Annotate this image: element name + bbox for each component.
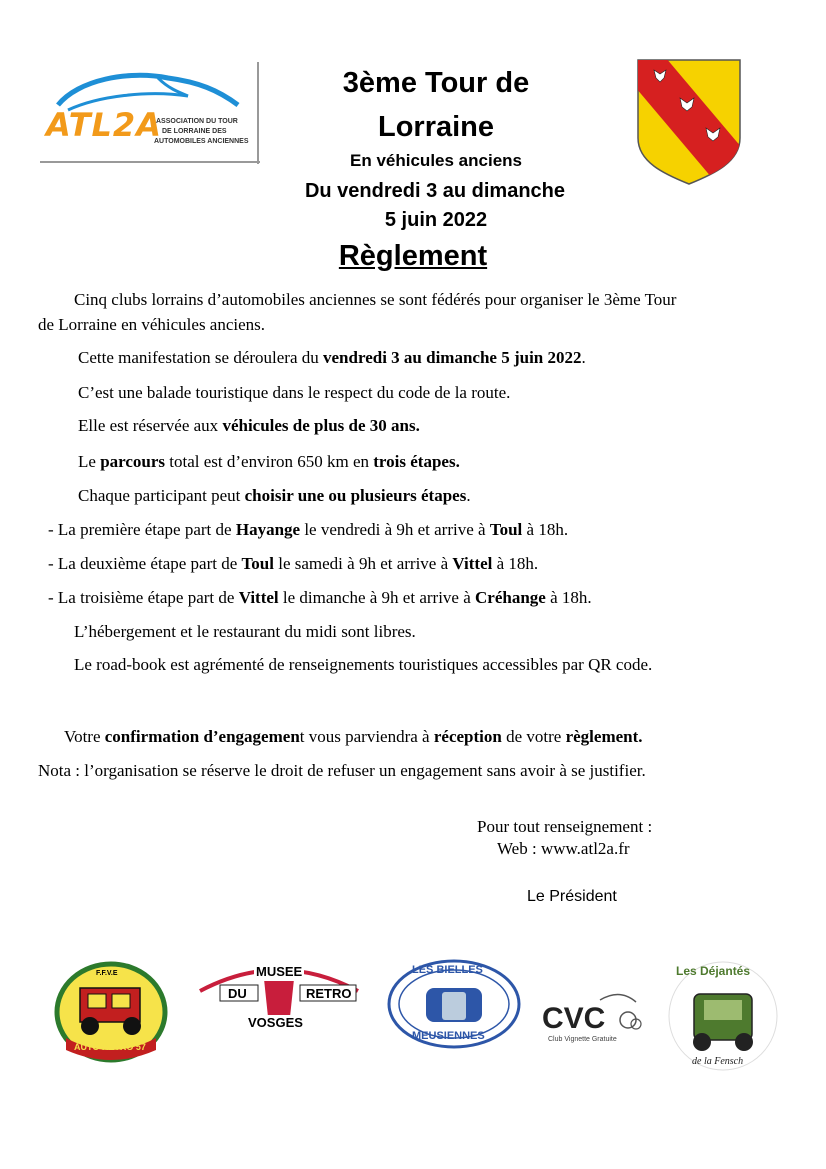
dejantes-text-2: de la Fensch <box>692 1056 744 1067</box>
atl2a-logo-sub1: ASSOCIATION DU TOUR <box>156 118 238 125</box>
paragraph-parcours <box>78 452 460 472</box>
stage-3-start: Vittel <box>238 588 279 607</box>
conf-c: t vous parviendra à <box>299 727 434 746</box>
vehicules-text: Elle est réservée aux <box>78 416 223 435</box>
stage-1-start: Hayange <box>235 520 301 539</box>
bielles-text-1: LES BIELLES <box>412 964 483 976</box>
auto-retro-ffve: F.F.V.E <box>96 970 118 977</box>
parcours-c: total est d’environ 650 km en <box>165 452 374 471</box>
coat-of-arms-graphic <box>636 58 742 186</box>
stage-1-c: le vendredi à 9h et arrive à <box>300 520 490 539</box>
intro-line1: Cinq clubs lorrains d’automobiles anciennes se sont fédérés pour organiser le 3ème Tour <box>74 290 677 309</box>
paragraph-confirmation <box>64 727 643 747</box>
musee-text-4: VOSGES <box>248 1015 303 1030</box>
paragraph-balade: C’est une balade touristique dans le respect du code de la route. <box>78 383 511 402</box>
musee-text-1: MUSEE <box>256 964 303 979</box>
auto-retro-name: AUTO RETRO 57 <box>74 1042 146 1052</box>
parcours-b: parcours <box>100 452 166 471</box>
lorraine-coat-of-arms <box>636 58 742 186</box>
stage-1-a: - La première étape part de <box>48 520 236 539</box>
stage-1-end: Toul <box>489 520 523 539</box>
nota: Nota : l’organisation se réserve le droit de refuser un engagement sans avoir à se justifier. <box>38 761 646 780</box>
dates-text: Cette manifestation se déroulera du <box>78 348 323 367</box>
stage-3-a: - La troisième étape part de <box>48 588 239 607</box>
stage-2-start: Toul <box>241 554 274 573</box>
atl2a-logo-sub3: AUTOMOBILES ANCIENNES <box>154 138 249 145</box>
title-line1: 3ème Tour de <box>342 67 530 99</box>
intro-line2: de Lorraine en véhicules anciens. <box>38 315 266 334</box>
conf-b: confirmation d’engagemen <box>104 727 300 746</box>
subtitle: En véhicules anciens <box>350 151 522 170</box>
stage-3-c: le dimanche à 9h et arrive à <box>278 588 476 607</box>
paragraph-vehicules <box>78 416 420 436</box>
stage-2-end: Vittel <box>452 554 493 573</box>
cvc-sub: Club Vignette Gratuite <box>548 1036 617 1043</box>
stage-1-e: à 18h. <box>522 520 569 539</box>
dates-end: . <box>581 348 586 367</box>
musee-retro-vosges-logo <box>196 957 362 1039</box>
atl2a-logo <box>38 60 260 164</box>
parcours-a: Le <box>78 452 101 471</box>
dates-line1: Du vendredi 3 au dimanche <box>304 180 566 202</box>
parcours-d: trois étapes. <box>373 452 460 471</box>
contact-line1: Pour tout renseignement : <box>477 817 653 836</box>
dates-line2: 5 juin 2022 <box>384 209 488 231</box>
paragraph-hebergement: L’hébergement et le restaurant du midi sont libres. <box>74 622 416 641</box>
signature: Le Président <box>527 888 617 905</box>
contact-web: Web : www.atl2a.fr <box>497 839 630 858</box>
atl2a-logo-mark: ATL2A <box>46 106 162 144</box>
stage-1 <box>48 520 568 540</box>
dejantes-fensch-logo <box>664 958 782 1074</box>
conf-d: réception <box>433 727 502 746</box>
stage-2-a: - La deuxième étape part de <box>48 554 242 573</box>
dejantes-text-1: Les Déjantés <box>676 964 751 978</box>
title-line2: Lorraine <box>377 111 495 143</box>
stage-2-e: à 18h. <box>492 554 539 573</box>
etapes-c: . <box>466 486 471 505</box>
etapes-a: Chaque participant peut <box>78 486 245 505</box>
vehicules-bold: véhicules de plus de 30 ans. <box>222 416 420 435</box>
stage-2 <box>48 554 538 574</box>
atl2a-logo-sub2: DE LORRAINE DES <box>162 128 227 135</box>
paragraph-dates <box>78 348 586 368</box>
paragraph-etapes <box>78 486 471 506</box>
cvc-name: CVC <box>542 1002 606 1035</box>
conf-f: règlement. <box>565 727 643 746</box>
stage-3-e: à 18h. <box>545 588 592 607</box>
musee-text-2: DU <box>228 986 247 1001</box>
conf-a: Votre <box>64 727 105 746</box>
bielles-text-2: MEUSIENNES <box>412 1030 485 1042</box>
auto-retro-57-logo <box>52 958 170 1064</box>
conf-e: de votre <box>501 727 566 746</box>
paragraph-roadbook: Le road-book est agrémenté de renseignements touristiques accessibles par QR code. <box>74 655 653 674</box>
reglement-heading: Règlement <box>338 240 488 272</box>
bielles-meusiennes-logo <box>386 958 522 1050</box>
stage-3 <box>48 588 592 608</box>
stage-2-c: le samedi à 9h et arrive à <box>273 554 453 573</box>
musee-text-3: RETRO <box>306 986 352 1001</box>
stage-3-end: Créhange <box>475 588 546 607</box>
dates-bold: vendredi 3 au dimanche 5 juin 2022 <box>323 348 582 367</box>
cvc-logo <box>540 988 646 1048</box>
etapes-b: choisir une ou plusieurs étapes <box>244 486 467 505</box>
